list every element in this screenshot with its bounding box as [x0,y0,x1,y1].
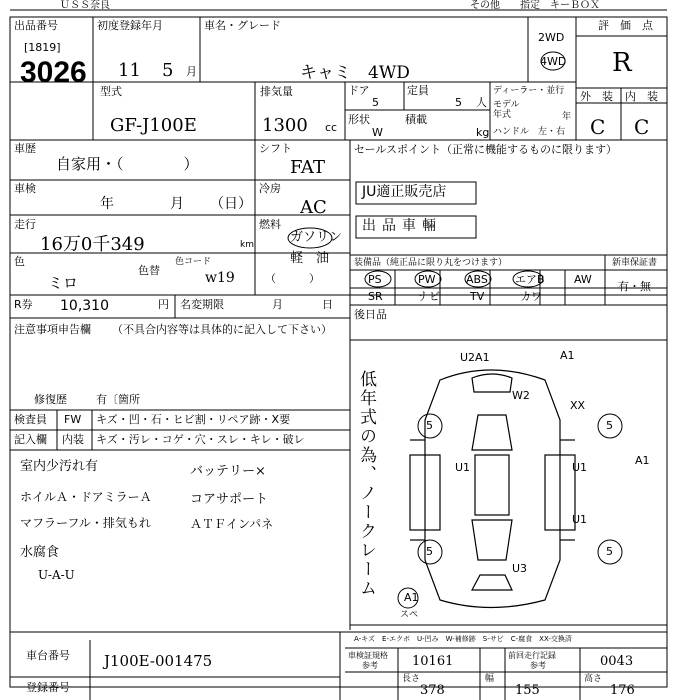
inspection-day: （日） [210,196,252,212]
stamp-exhibit: 出品車輛 [362,218,442,234]
note-line1: 室内少汚れ有 [20,459,99,474]
model-year-unit: 年 [562,112,572,122]
length-value: 378 [420,683,445,698]
width-label: 幅 [485,674,495,684]
stats-reg-val: 0043 [600,654,634,669]
mark-u1-right: U1 [572,461,588,474]
fuel-label: 燃料 [259,218,281,231]
doors-value: 5 [372,96,379,109]
registration-label: 登録番号 [26,681,70,694]
fuel-options: 軽 油 [290,251,330,266]
lot-sub-number: [1819] [24,41,61,54]
color-value: ミロ [48,274,79,292]
displacement-value: 1300 [262,115,308,136]
notes-label: 注意事項申告欄 [14,323,91,336]
legend: A-キズ E-エクボ U-凹み W-補修跡 S-サビ C-腐食 XX-交換済 [354,635,572,643]
note-line3: マフラーフル・排気もれ [20,516,151,530]
name-change-month: 月 [272,298,283,311]
model-value: GF-J100E [110,115,197,136]
color-label: 色 [14,255,25,268]
new-car-label: 新車保証書 [612,258,658,268]
record-interior: 内装 [62,433,84,446]
load-label: 積載 [405,113,427,126]
lot-label: 出品番号 [14,19,58,32]
interior-value: C [634,115,650,139]
shift-label: シフト [259,142,292,155]
drive-value: 4WD [540,55,567,68]
note-right2: コアサポート [190,492,269,507]
capacity-label: 定員 [407,84,429,97]
first-reg-label: 初度登録年月 [97,19,163,32]
recycle-label: R券 [14,298,33,311]
mark-xx: XX [570,399,586,412]
record-interior-items: キズ・汚レ・コゲ・穴・スレ・キレ・破レ [96,433,305,446]
mark-5-rr: 5 [606,545,613,558]
note-line4: 水腐食 [20,545,60,560]
first-reg-year: 11 [118,60,141,81]
exterior-value: C [590,115,606,139]
stats-reg-sub: 参考 [530,661,546,670]
equip-pw: PW [418,273,436,286]
model-year-label: モデル年式 [493,100,520,120]
note-right3: ＡＴＦインパネ [190,517,274,531]
header-right: その他 指定 キーＢＯＸ [470,0,600,11]
shape-value: W [372,126,383,139]
inspection-year: 年 [100,196,114,212]
note-line2: ホイルＡ・ドアミラーＡ [20,490,152,504]
equip-sr: SR [368,290,383,303]
chassis-value: J100E-001475 [104,652,213,670]
length-label: 長さ [402,674,421,684]
equip-ps: PS [368,273,382,286]
new-car-value: 有・無 [618,280,651,293]
note-line5: U-A-U [38,568,75,582]
interior-label: 内 装 [625,90,658,103]
mileage-unit: km [240,240,254,250]
height-label: 高さ [584,674,603,684]
fuel-bracket: （ ） [265,272,320,285]
mark-u3: U3 [512,562,528,575]
mark-5-fl: 5 [426,419,433,432]
equip-tv: TV [470,290,485,303]
inspector-fw-items: キズ・凹・石・ヒビ割・リペア跡・X要 [96,413,291,426]
capacity-value: 5 [455,96,462,109]
height-value: 176 [610,683,635,698]
car-name: キャミ 4WD [300,63,410,83]
lot-number: 3026 [20,56,87,89]
repair-value: 有〔箇所 [96,393,140,406]
mark-5-fr: 5 [606,419,613,432]
handle-options: 左・右 [538,127,566,137]
stats-label: 車検証規格 [348,651,388,660]
mileage-label: 走行 [14,218,36,231]
mark-u2a1: U2A1 [460,351,490,364]
mark-spare: スペ [400,610,419,620]
shape-label: 形状 [348,113,370,126]
load-unit: kg [476,126,490,139]
equip-leather: カワ [520,290,542,303]
mark-u1-rear: U1 [572,513,588,526]
shift-value: FAT [290,157,325,178]
mark-spare-a: A1 [404,591,419,604]
recycle-value: 10,310 [60,298,109,314]
exterior-label: 外 装 [580,90,613,103]
mark-a1-top: A1 [560,349,575,362]
inspector-label: 検査員 [14,413,47,426]
recycle-unit: 円 [158,298,169,311]
stats-sub: 参考 [362,661,378,670]
equip-abs: ABS [466,273,488,286]
dealer-label: ディーラー・並行 [493,86,565,96]
header-left: ＵＳＳ奈良 [60,0,110,11]
inspection-month: 月 [170,196,184,212]
equip-aw: AW [574,273,592,286]
color-code-value: w19 [205,270,235,286]
name-change-day: 日 [322,298,333,311]
stats-reg-label: 前回走行記録 [508,651,556,660]
note-right1: バッテリー× [190,464,266,479]
equipment-label: 装備品（純正品に限り丸をつけます） [354,258,508,268]
model-label: 型式 [100,85,122,98]
first-reg-month-unit: 月 [186,65,197,78]
mark-u1-left: U1 [455,461,471,474]
grade-label: 評 価 点 [598,19,653,32]
inspection-label: 車検 [14,182,36,195]
first-reg-month: 5 [162,60,174,81]
repair-label: 修復歴 [34,393,67,406]
name-change-label: 名変期限 [180,298,224,311]
handle-label: ハンドル [493,127,530,137]
aircon-label: 冷房 [259,182,281,195]
color-change-label: 色替 [138,264,160,277]
mark-5-rl: 5 [426,545,433,558]
notes-sub: （不具合内容等は具体的に記入して下さい） [112,323,332,336]
car-diagram [410,370,575,608]
history-value: 自家用・（ ） [56,155,199,173]
later-date-label: 後日品 [354,308,387,321]
chassis-label: 車台番号 [26,649,70,662]
color-code-label: 色コード [175,257,212,267]
mark-w2: W2 [512,389,530,402]
stats-first-val: 10161 [412,654,454,669]
car-label: 車名・グレード [204,19,281,32]
displacement-label: 排気量 [260,85,293,98]
drive-label: 2WD [538,31,565,44]
aircon-value: AC [300,197,327,218]
displacement-unit: cc [325,121,338,134]
fuel-value: ガソリン [290,230,343,245]
grade-value: R [612,48,632,78]
mark-a1-side: A1 [635,454,650,467]
equip-airbag: エアB [515,273,545,286]
mileage-value: 16万0千349 [40,234,145,255]
equip-navi: ナビ [418,290,440,303]
record-label: 記入欄 [14,433,47,446]
capacity-unit: 人 [476,96,487,109]
vertical-note: 低年式の為、ノークレーム [356,370,376,598]
sales-points-label: セールスポイント（正常に機能するものに限ります） [354,143,618,156]
doors-label: ドア [348,84,370,97]
width-value: 155 [515,683,540,698]
history-label: 車歴 [14,142,36,155]
stamp-dealer: JU適正販売店 [362,184,447,200]
inspector-fw: FW [64,413,82,426]
